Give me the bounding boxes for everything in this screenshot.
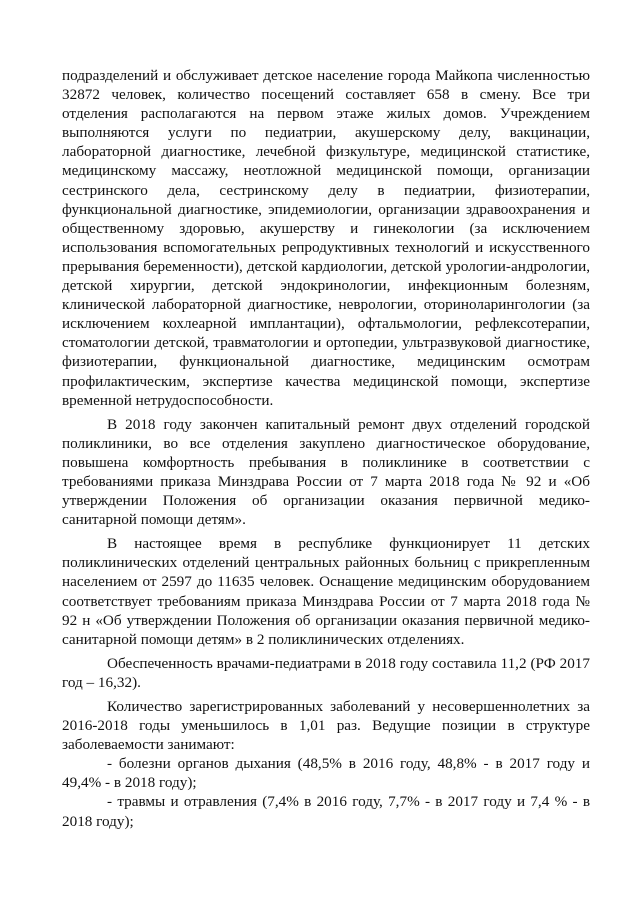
list-item-respiratory: - болезни органов дыхания (48,5% в 2016 году, 48,8% - в 2017 году и 49,4% - в 2018 году);	[62, 755, 590, 792]
document-body	[62, 66, 590, 831]
paragraph-pediatricians: Обеспеченность врачами-педиатрами в 2018 году составила 11,2 (РФ 2017 год – 16,32).	[62, 654, 590, 691]
paragraph-services: подразделений и обслуживает детское население города Майкопа численностью 32872 человек, количество посещений составляет 658 в смену. Все три отделения располагаются на первом этаже жилых домов. Учреждением выполняются услуги по педиатрии, акушерскому делу, вакцинации, лабораторной диагностике, лечебной физкультуре, медицинской статистике, медицинскому массажу, неотложной медицинской помощи, организации сестринского дела, сестринскому делу в педиатрии, физиотерапии, функциональной диагностике, эпидемиологии, организации здравоохранения и общественному здоровью, акушерству и гинекологии (за исключением использования вспомогательных репродуктивных технологий и искусственного прерывания беременности), детской кардиологии, детской урологии-андрологии, детской хирургии, детской эндокринологии, инфекционным болезням, клинической лабораторной диагностике, неврологии, оториноларингологии (за исключением кохлеарной имплантации), офтальмологии, рефлексотерапии, стоматологии детской, травматологии и ортопедии, ультразвуковой диагностике, физиотерапии, функциональной диагностике, медицинским осмотрам профилактическим, экспертизе качества медицинской помощи, экспертизе временной нетрудоспособности.	[62, 67, 590, 409]
paragraph-morbidity: Количество зарегистрированных заболеваний у несовершеннолетних за 2016-2018 годы уменьшилось в 1,01 раз. Ведущие позиции в структуре заболеваемости занимают:	[62, 698, 590, 754]
paragraph-renovation: В 2018 году закончен капитальный ремонт двух отделений городской поликлиники, во все отделения закуплено диагностическое оборудование, повышена комфортность пребывания в поликлинике в соответствии с требованиями приказа Минздрава России от 7 марта 2018 года № 92 и «Об утверждении Положения об организации оказания первичной медико-санитарной помощи детям».	[62, 415, 590, 529]
paragraph-district-clinics: В настоящее время в республике функционирует 11 детских поликлинических отделений центральных районных больниц с прикрепленным населением от 2597 до 11635 человек. Оснащение медицинским оборудованием соответствует требованиям приказа Минздрава России от 7 марта 2018 года № 92 н «Об утверждении Положения об организации оказания первичной медико-санитарной помощи детям» в 2 поликлинических отделениях.	[62, 535, 590, 648]
list-item-injuries: - травмы и отравления (7,4% в 2016 году, 7,7% - в 2017 году и 7,4 % - в 2018 году);	[62, 793, 590, 830]
